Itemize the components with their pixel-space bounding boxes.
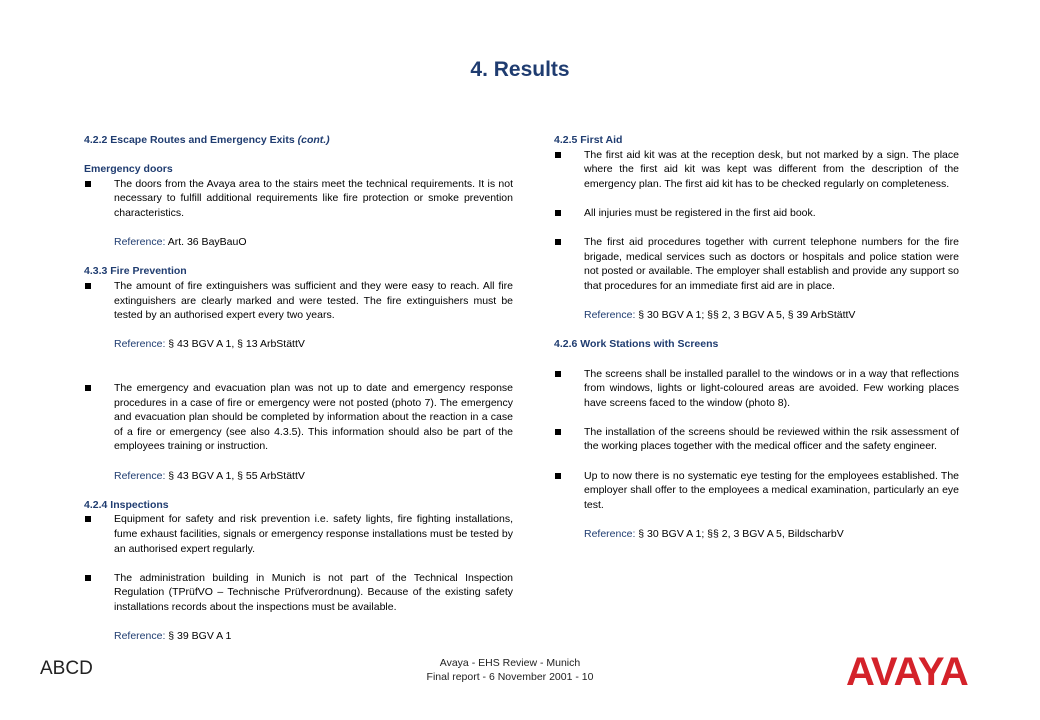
right-column [554,133,959,542]
bullet-square-icon [555,429,561,435]
bullet-item [84,512,513,556]
reference-label: Reference: [114,236,166,249]
bullet-text: The emergency and evacuation plan was not up to date and emergency response procedures in a case of fire or emergency were not posted (photo 7). The emergency and evacuation plan should be completed by information about the reaction in a case of a fire or emergency (see also 4.3.5). This information should also be part of the employees training or instruction. [114,382,513,453]
section-heading-first-aid: 4.2.5 First Aid [554,134,623,146]
bullet-item [84,571,513,615]
bullet-text: The first aid procedures together with current telephone numbers for the fire brigade, medical services such as doctors or hospitals and police station were not posted or available. The employer shall establish and provide any support so that procedures for an immediate first aid are in place. [584,236,959,292]
bullet-item [554,206,959,221]
subheading-emergency-doors: Emergency doors [84,163,173,176]
bullet-square-icon [85,283,91,289]
page-title: 4. Results [470,58,570,81]
bullet-text: Equipment for safety and risk prevention i.e. safety lights, fire fighting installations, fume exhaust facilities, signals or emergency response installations must be tested by an authorised expert regularly. [114,513,513,555]
bullet-text: The first aid kit was at the reception desk, but not marked by a sign. The place where the first aid kit was kept was different from the description of the emergency plan. The first aid kit has to be checked regularly on completeness. [584,148,959,190]
reference-label: Reference: [114,338,166,351]
reference-text: § 30 BGV A 1; §§ 2, 3 BGV A 5, § 39 ArbStättV [635,309,856,322]
reference-text: § 39 BGV A 1 [165,630,232,643]
bullet-item [84,279,513,323]
bullet-item [554,148,959,192]
bullet-text: The doors from the Avaya area to the stairs meet the technical requirements. It is not necessary to fulfill additional requirements like fire protection or smoke prevention characteristics. [114,177,513,219]
bullet-text: The installation of the screens should be reviewed within the rsik assessment of the working places together with the medical officer and the safety engineer. [584,425,959,453]
reference-line [554,308,959,323]
reference-line [84,469,513,484]
footer-line-1: Avaya - EHS Review - Munich [439,657,581,669]
bullet-text: The administration building in Munich is not part of the Technical Inspection Regulation (TPrüfVO – Technische Prüfverordnung). Because of the existing safety installations records about the inspections must be available. [114,571,513,613]
heading-text: 4.2.2 Escape Routes and Emergency Exits [84,134,295,146]
bullet-square-icon [85,385,91,391]
bullet-item [554,367,959,411]
footer-caption [340,657,680,684]
bullet-text: Up to now there is no systematic eye testing for the employees established. The employer shall offer to the employees a medical examination, particularly an eye test. [584,469,959,511]
footer-company-label: ABCD [40,658,93,679]
reference-label: Reference: [584,528,636,541]
bullet-square-icon [555,371,561,377]
bullet-square-icon [85,181,91,187]
bullet-text: The amount of fire extinguishers was sufficient and they were easy to reach. All fire extinguishers are clearly marked and were tested. The fire extinguishers must be tested by an authorised expert every two years. [114,279,513,322]
reference-text: § 43 BGV A 1, § 55 ArbStättV [165,469,305,482]
section-heading-fire-prevention: 4.3.3 Fire Prevention [84,265,187,278]
bullet-item [554,235,959,293]
reference-line [554,527,959,542]
left-column [84,133,513,644]
reference-label: Reference: [114,469,166,482]
reference-line [84,235,513,250]
bullet-item [554,469,959,513]
bullet-square-icon [555,210,561,216]
bullet-square-icon [555,239,561,245]
bullet-item [84,177,513,221]
footer-line-2: Final report - 6 November 2001 - 10 [426,670,594,683]
reference-line [84,337,513,352]
reference-text: § 30 BGV A 1; §§ 2, 3 BGV A 5, BildscharbV [635,528,844,541]
bullet-square-icon [555,152,561,158]
bullet-square-icon [85,575,91,581]
bullet-text: All injuries must be registered in the first aid book. [584,206,816,219]
heading-suffix: (cont.) [297,134,330,146]
bullet-square-icon [85,516,91,522]
bullet-item [554,425,959,454]
reference-label: Reference: [114,630,166,643]
logo-text: AVAYA [846,650,968,694]
section-heading-escape-routes [84,133,513,148]
reference-line [84,629,513,644]
reference-text: Art. 36 BayBauO [165,236,247,249]
section-heading-work-stations: 4.2.6 Work Stations with Screens [554,338,719,351]
bullet-text: The screens shall be installed parallel to the windows or in a way that reflections from windows, lights or light-coloured areas are avoided. Few working places have screens faced to the window (photo 8). [584,367,959,409]
section-heading-inspections: 4.2.4 Inspections [84,498,169,511]
bullet-square-icon [555,473,561,479]
reference-text: § 43 BGV A 1, § 13 ArbStättV [165,338,305,351]
bullet-item [84,381,513,454]
avaya-logo [846,650,996,700]
reference-label: Reference: [584,309,636,322]
